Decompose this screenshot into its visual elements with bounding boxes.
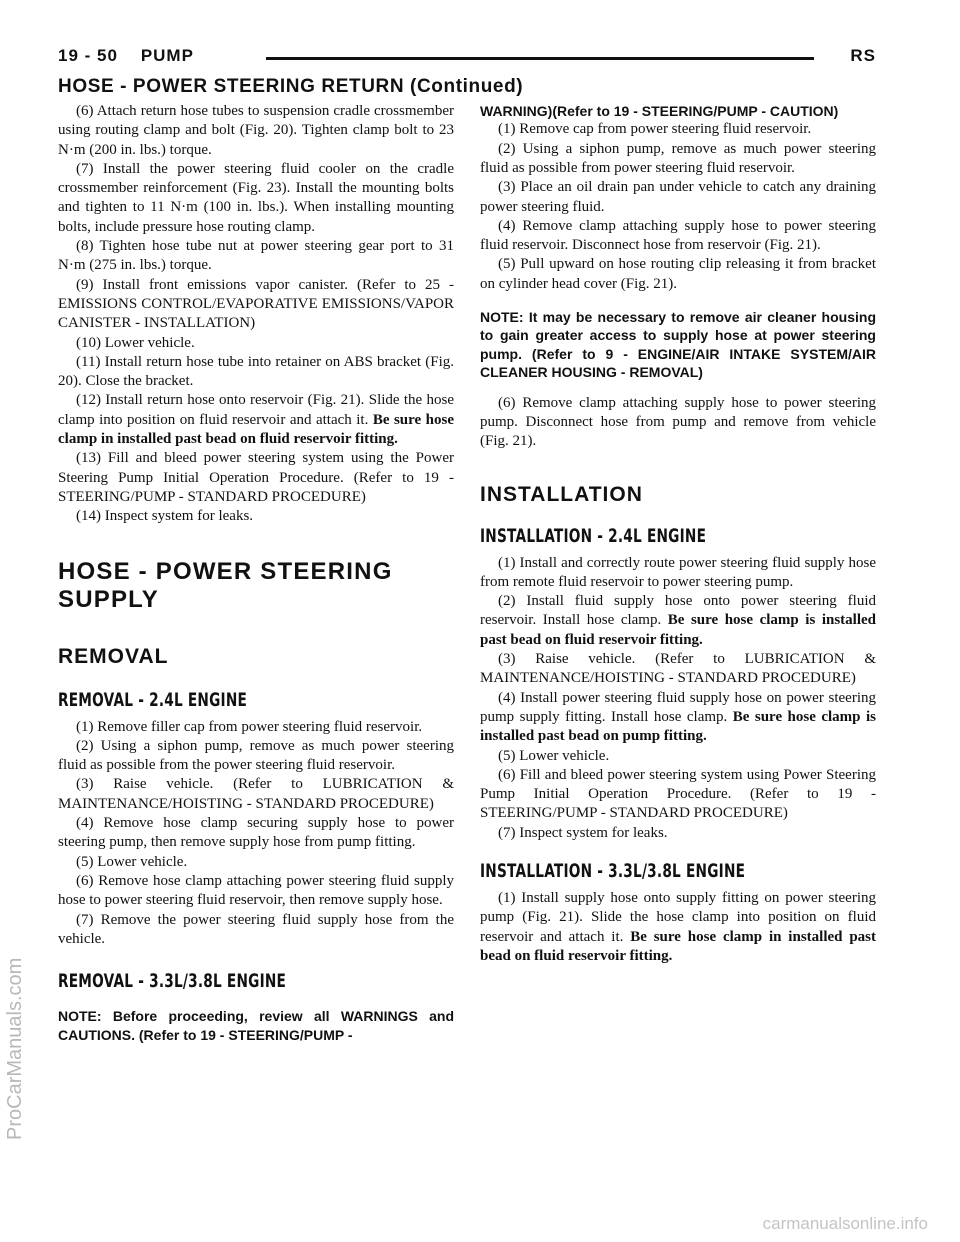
section-heading: HOSE - POWER STEERING SUPPLY [58,557,393,613]
step-bold-warning: Be sure hose clamp in installed past bead on fluid reservoir fitting. [480,928,877,964]
step-paragraph: (7) Install the power steering fluid cooler on the cradle crossmember reinforcement (Fig. 23). Install the mounting bolts and tighten to 11 N·m (100 in. lbs.). When installing mounting bolts, include pressure hose routing clamp. [58,160,454,235]
step-paragraph: (8) Tighten hose tube nut at power steering gear port to 31 N·m (275 in. lbs.) torque. [58,238,454,274]
subsection-heading-installation: INSTALLATION [480,482,643,506]
step-paragraph: (2) Using a siphon pump, remove as much power steering fluid as possible from the power steering fluid reservoir. [58,737,454,774]
step-paragraph: (1) Remove filler cap from power steering fluid reservoir. [76,718,423,735]
step-paragraph [480,889,876,966]
step-text: (12) Install return hose onto reservoir (Fig. 21). Slide the hose clamp into position on fluid reservoir and attach it. [58,392,454,428]
step-paragraph: (9) Install front emissions vapor canister. (Refer to 25 - EMISSIONS CONTROL/EVAPORATIVE EMISSIONS/VAPOR CANISTER - INSTALLATION) [58,276,454,332]
step-paragraph: (6) Remove hose clamp attaching power steering fluid supply hose to power steering fluid reservoir, then remove supply hose. [58,872,454,909]
subsection-heading-removal: REMOVAL [58,644,169,668]
step-text: (2) Install fluid supply hose onto power steering fluid reservoir. Install hose clamp. [480,593,876,629]
step-paragraph: (7) Inspect system for leaks. [498,824,668,841]
step-paragraph [480,592,876,650]
step-paragraph: (6) Attach return hose tubes to suspension cradle crossmember using routing clamp and bolt (Fig. 20). Tighten clamp bolt to 23 N·m (200 in. lbs.) torque. [58,103,454,158]
page-header [58,46,876,72]
step-paragraph: (3) Raise vehicle. (Refer to LUBRICATION & MAINTENANCE/HOISTING - STANDARD PROCEDURE) [480,651,876,687]
step-paragraph [58,391,454,449]
left-column [58,102,454,1044]
note-text: WARNING)(Refer to 19 - STEERING/PUMP - CAUTION) [480,103,839,119]
step-paragraph: (1) Install and correctly route power steering fluid supply hose from remote fluid reservoir to power steering pump. [480,554,876,590]
step-paragraph: (5) Lower vehicle. [76,853,188,870]
header-rule [266,57,814,60]
note-text: NOTE: Before proceeding, review all WARNINGS and CAUTIONS. (Refer to 19 - STEERING/PUMP - [58,1008,454,1043]
right-column [480,102,876,966]
step-paragraph: (3) Raise vehicle. (Refer to LUBRICATION & MAINTENANCE/HOISTING - STANDARD PROCEDURE) [58,776,454,812]
step-paragraph: (5) Pull upward on hose routing clip releasing it from bracket on cylinder head cover (Fig. 21). [480,256,876,292]
step-paragraph: (6) Fill and bleed power steering system using Power Steering Pump Initial Operation Procedure. (Refer to 19 - STEERING/PUMP - STANDARD PROCEDURE) [480,766,876,822]
procedure-heading: REMOVAL - 3.3L/3.8L ENGINE [58,970,287,993]
page-number-section: 19 - 50 PUMP [58,46,194,65]
procedure-heading: REMOVAL - 2.4L ENGINE [58,688,248,711]
procedure-heading: INSTALLATION - 2.4L ENGINE [480,524,707,547]
step-paragraph: (7) Remove the power steering fluid supply hose from the vehicle. [58,911,454,947]
step-paragraph: (3) Place an oil drain pan under vehicle to catch any draining power steering fluid. [480,179,876,215]
step-paragraph: (14) Inspect system for leaks. [76,508,254,525]
step-paragraph: (2) Using a siphon pump, remove as much power steering fluid as possible from power steering fluid reservoir. [480,140,876,176]
step-paragraph: (5) Lower vehicle. [498,747,610,764]
step-paragraph: (1) Remove cap from power steering fluid reservoir. [498,121,812,138]
step-paragraph: (4) Remove clamp attaching supply hose to power steering fluid reservoir. Disconnect hose from reservoir (Fig. 21). [480,217,876,254]
step-paragraph: (4) Remove hose clamp securing supply hose to power steering pump, then remove supply hose from pump fitting. [58,815,454,851]
step-text: (4) Install power steering fluid supply hose on power steering pump supply fitting. Install hose clamp. [480,689,876,725]
side-watermark: ProCarManuals.com [4,957,26,1140]
step-text: (1) Install supply hose onto supply fitting on power steering pump (Fig. 21). Slide the hose clamp into position on fluid reservoir and attach it. [480,890,876,945]
step-paragraph [480,689,876,747]
step-paragraph: (13) Fill and bleed power steering system using the Power Steering Pump Initial Operation Procedure. (Refer to 19 - STEERING/PUMP - STANDARD PROCEDURE) [58,450,454,505]
bottom-watermark: carmanualsonline.info [762,1214,928,1233]
manual-code: RS [850,46,876,65]
step-bold-warning: Be sure hose clamp is installed past bead on pump fitting. [480,708,876,745]
note-text: NOTE: It may be necessary to remove air cleaner housing to gain greater access to supply hose at power steering pump. (Refer to 9 - ENGINE/AIR INTAKE SYSTEM/AIR CLEANER HOUSING - REMOVAL) [480,309,876,381]
step-paragraph: (6) Remove clamp attaching supply hose to power steering pump. Disconnect hose from pump and remove from vehicle (Fig. 21). [480,394,876,450]
continued-title: HOSE - POWER STEERING RETURN (Continued) [58,76,524,97]
step-paragraph: (10) Lower vehicle. [76,334,195,351]
step-paragraph: (11) Install return hose tube into retainer on ABS bracket (Fig. 20). Close the bracket. [58,353,454,390]
step-bold-warning: Be sure hose clamp in installed past bead on fluid reservoir fitting. [58,411,455,448]
procedure-heading: INSTALLATION - 3.3L/3.8L ENGINE [480,860,746,883]
step-bold-warning: Be sure hose clamp is installed past bead on fluid reservoir fitting. [480,612,876,648]
